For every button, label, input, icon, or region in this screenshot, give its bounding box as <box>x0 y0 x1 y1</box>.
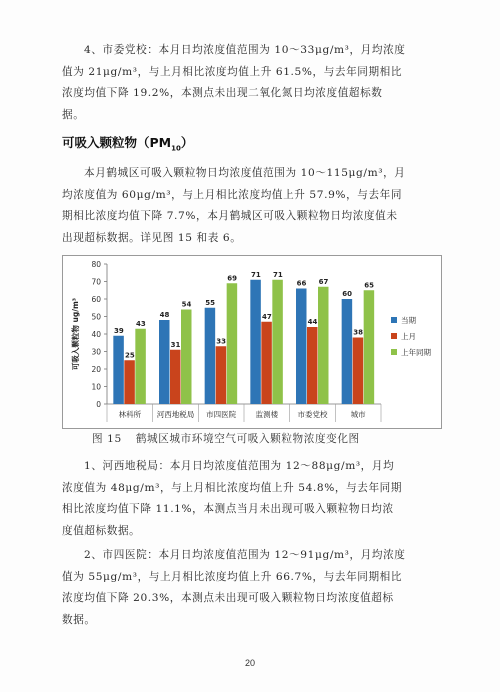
x-tick-label: 河西地税局 <box>156 410 195 419</box>
data-label: 69 <box>227 274 238 283</box>
text-line: 数据。 <box>62 613 96 626</box>
data-label: 55 <box>205 298 216 307</box>
text-line: 浓度均值下降 20.3%，本测点未出现可吸入颗粒物日均浓度值超标 <box>62 592 394 605</box>
bar-上月 <box>170 350 181 404</box>
bar-上月 <box>353 338 364 405</box>
legend-label: 当期 <box>401 316 416 325</box>
y-tick-label: 50 <box>91 312 101 322</box>
legend-swatch <box>391 333 397 339</box>
y-tick-label: 60 <box>91 295 101 304</box>
legend-label: 上年同期 <box>401 348 431 357</box>
bar-当期 <box>250 280 260 404</box>
data-label: 54 <box>181 300 192 309</box>
bar-上年同期 <box>364 290 375 404</box>
bar-上月 <box>307 327 318 404</box>
bar-上月 <box>261 322 272 404</box>
x-tick-label: 监测楼 <box>255 410 279 419</box>
figure-number: 图 15 <box>92 433 122 445</box>
data-label: 39 <box>113 326 124 335</box>
paragraph-party-school-no2 <box>62 40 440 126</box>
y-tick-label: 80 <box>91 260 101 269</box>
y-tick-label: 10 <box>91 382 101 392</box>
data-label: 44 <box>307 318 318 326</box>
bar-上月 <box>124 360 135 404</box>
data-label: 25 <box>124 351 135 360</box>
bar-上年同期 <box>272 280 283 404</box>
data-label: 65 <box>364 281 375 290</box>
text-line: 期相比浓度均值下降 7.7%，本月鹤城区可吸入颗粒物日均浓度值未 <box>62 210 398 223</box>
text-line: 度值超标数据。 <box>62 524 141 537</box>
text-line: 2、市四医院：本月日均浓度值范围为 12～91μg/m³，月均浓度 <box>84 549 406 561</box>
bar-上年同期 <box>135 329 146 404</box>
data-label: 60 <box>342 290 353 298</box>
figure-caption <box>92 431 374 446</box>
y-axis-label: 可吸入颗粒物 ug/m³ <box>71 297 80 371</box>
bar-上年同期 <box>318 287 329 404</box>
y-tick-label: 30 <box>91 347 101 357</box>
text-line: 据。 <box>62 108 85 121</box>
text-line: 均浓度值为 60μg/m³，与上月相比浓度均值上升 57.9%，与去年同 <box>62 188 403 201</box>
bar-上月 <box>216 346 227 404</box>
chart-svg <box>63 256 441 428</box>
x-tick-label: 城市 <box>350 410 366 419</box>
data-label: 33 <box>216 337 227 346</box>
legend-label: 上月 <box>401 332 416 341</box>
text-line: 出现超标数据。详见图 15 和表 6。 <box>62 231 242 244</box>
heading-subscript: 10 <box>171 144 181 153</box>
legend-swatch <box>391 317 397 323</box>
data-label: 48 <box>159 311 170 319</box>
section-heading-pm10 <box>62 133 193 153</box>
data-label: 38 <box>353 328 364 337</box>
data-label: 47 <box>261 312 272 321</box>
y-tick-label: 40 <box>91 330 101 339</box>
bar-当期 <box>113 336 124 404</box>
text-line: 相比浓度均值下降 11.1%，本测点当月未出现可吸入颗粒物日均浓 <box>62 503 394 516</box>
page-number: 20 <box>244 658 255 668</box>
paragraph-hexi-tax <box>62 456 440 542</box>
heading-close: ） <box>180 135 194 150</box>
text-line: 浓度均值下降 19.2%，本测点未出现二氧化氮日均浓度值超标数 <box>62 87 383 100</box>
y-tick-label: 0 <box>96 400 101 409</box>
text-line: 1、河西地税局：本月日均浓度值范围为 12～88μg/m³，月均 <box>84 460 395 472</box>
bar-当期 <box>342 299 353 404</box>
text-line: 值为 21μg/m³，与上月相比浓度均值上升 61.5%，与去年同期相比 <box>62 65 403 78</box>
text-line: 值为 55μg/m³，与上月相比浓度均值上升 66.7%，与去年同期相比 <box>62 570 403 583</box>
text-line: 浓度值为 48μg/m³，与上月相比浓度均值上升 54.8%，与去年同期 <box>62 481 403 494</box>
data-label: 31 <box>170 340 181 349</box>
data-label: 66 <box>296 279 307 288</box>
pm10-bar-chart <box>62 255 442 429</box>
figure-title: 鹤城区城市环境空气可吸入颗粒物浓度变化图 <box>135 433 360 445</box>
text-line: 本月鹤城区可吸入颗粒物日均浓度值范围为 10～115μg/m³，月 <box>84 167 406 179</box>
bar-当期 <box>159 320 170 404</box>
bar-当期 <box>205 308 216 404</box>
legend-swatch <box>391 349 397 355</box>
y-tick-label: 70 <box>91 277 101 287</box>
bar-当期 <box>296 289 307 405</box>
bar-上年同期 <box>227 283 238 404</box>
paragraph-pm10-summary <box>62 163 440 249</box>
data-label: 67 <box>318 277 329 286</box>
text-line: 4、市委党校：本月日均浓度值范围为 10～33μg/m³，月均浓度 <box>84 44 406 56</box>
bar-上年同期 <box>181 310 192 405</box>
data-label: 71 <box>250 270 261 279</box>
heading-text: 可吸入颗粒物（PM <box>62 135 172 150</box>
data-label: 71 <box>272 270 283 279</box>
x-tick-label: 市四医院 <box>206 410 237 419</box>
y-tick-label: 20 <box>91 365 101 374</box>
paragraph-fourth-hospital <box>62 545 440 631</box>
x-tick-label: 林科所 <box>118 410 142 419</box>
x-tick-label: 市委党校 <box>297 410 328 419</box>
data-label: 43 <box>135 319 146 328</box>
